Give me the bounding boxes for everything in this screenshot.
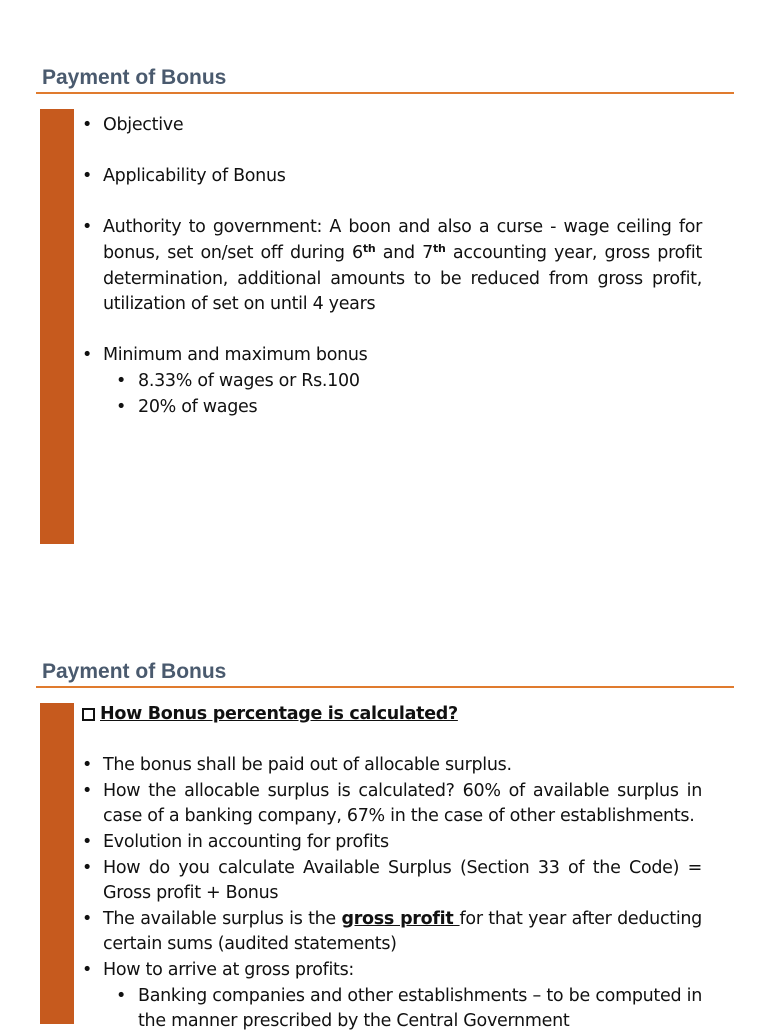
title-underline	[36, 92, 734, 94]
sub-bullet-max: • 20% of wages	[80, 395, 702, 421]
heading-text: How Bonus percentage is calculated?	[100, 704, 458, 724]
bullet-evolution: • Evolution in accounting for profits	[80, 830, 702, 856]
authority-text-3: accounting year, gross profit determination, additional amounts to be reduced from gross profit, utilization of set on until 4 years	[103, 242, 702, 315]
bullet-authority	[80, 215, 702, 317]
title-underline	[36, 686, 734, 688]
section-heading	[80, 702, 702, 728]
authority-text-1: Authority to government: A boon and also a curse - wage ceiling for bonus, set on/set off during 6	[103, 217, 702, 263]
bullet-arrive: • How to arrive at gross profits:	[80, 958, 702, 984]
slide-body	[80, 702, 702, 1035]
slide-title: Payment of Bonus	[42, 660, 227, 683]
slide-title: Payment of Bonus	[42, 66, 227, 89]
superscript-th: th	[433, 241, 446, 255]
authority-text-2: and 7	[375, 242, 434, 263]
bullet-applicability: • Applicability of Bonus	[80, 164, 702, 190]
sub-bullet-banking: • Banking companies and other establishments – to be computed in the manner prescribed by the Central Government	[80, 984, 702, 1035]
bullet-minmax: • Minimum and maximum bonus	[80, 343, 702, 369]
accent-bar	[40, 109, 74, 544]
bullet-objective: • Objective	[80, 113, 702, 139]
bullet-gross-profit	[80, 907, 702, 958]
surplus-post: for that year after deducting certain sums (audited statements)	[103, 908, 702, 955]
bullet-available-surplus: • How do you calculate Available Surplus (Section 33 of the Code) = Gross profit + Bonus	[80, 856, 702, 907]
bullet-list	[80, 113, 702, 420]
superscript-th: th	[362, 241, 376, 255]
accent-bar	[40, 703, 74, 1024]
slide-body	[80, 113, 702, 420]
checkbox-icon	[82, 708, 95, 721]
gross-profit-emphasis: gross profit	[341, 908, 460, 929]
bullet-paid-out: • The bonus shall be paid out of allocable surplus.	[80, 753, 702, 779]
surplus-pre: The available surplus is the	[103, 908, 342, 929]
sub-bullet-min: • 8.33% of wages or Rs.100	[80, 369, 702, 395]
bullet-allocable: • How the allocable surplus is calculated? 60% of available surplus in case of a banking company, 67% in the case of other establishments.	[80, 779, 702, 830]
bullet-list	[80, 753, 702, 1035]
